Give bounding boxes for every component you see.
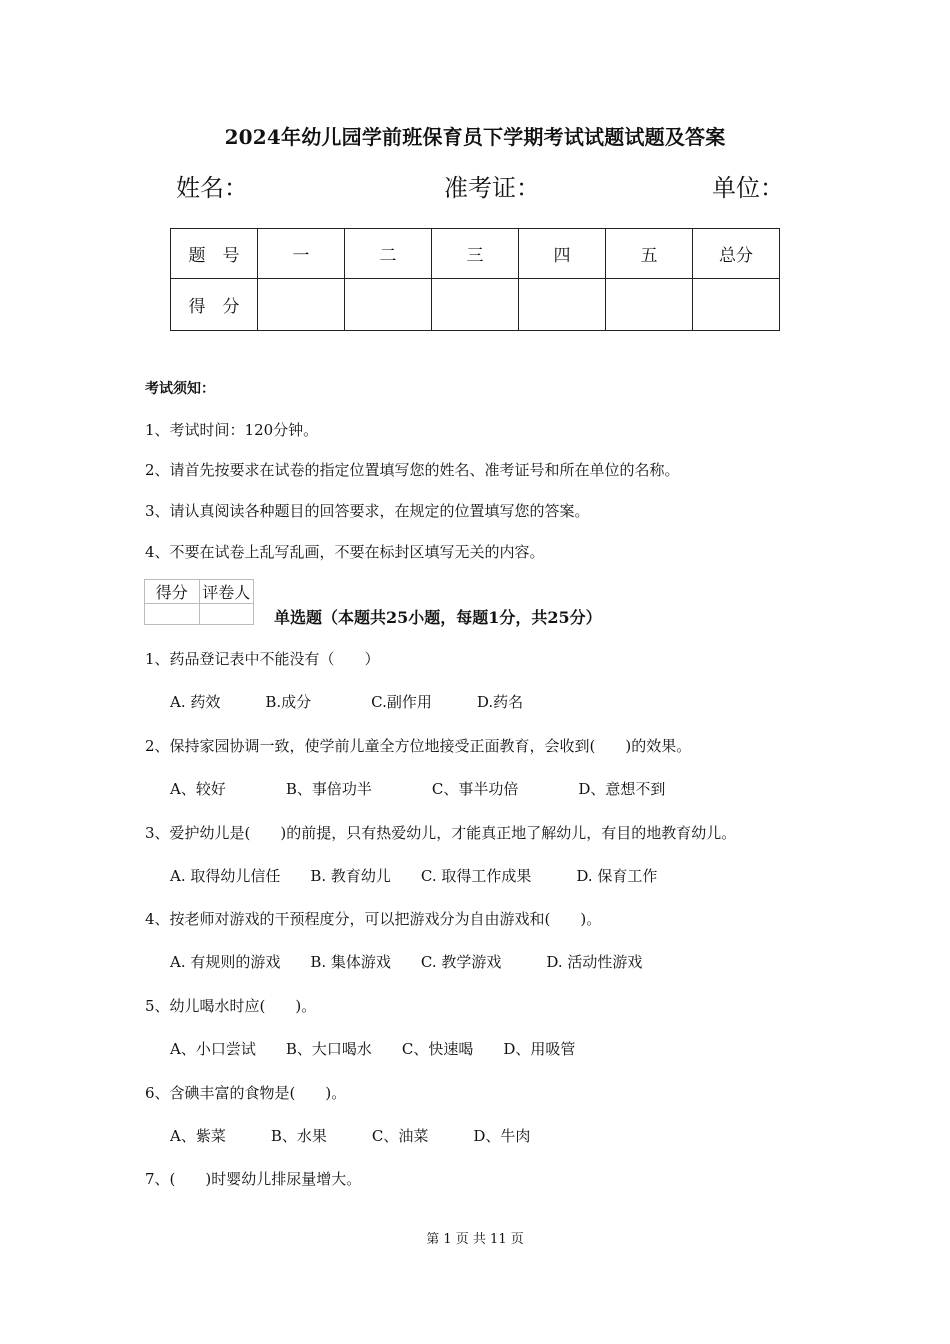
question-options: A、紫菜 B、水果 C、油菜 D、牛肉	[170, 1127, 531, 1145]
score-table-header-row	[171, 229, 780, 279]
page-footer: 第 1 页 共 11 页	[426, 1232, 524, 1247]
question-text: 2、保持家园协调一致，使学前儿童全方位地接受正面教育，会收到( )的效果。	[145, 737, 692, 755]
exam-id-field-label: 准考证：	[444, 174, 540, 202]
question-options: A. 药效 B.成分 C.副作用 D.药名	[170, 693, 524, 711]
question-options: A. 取得幼儿信任 B. 教育幼儿 C. 取得工作成果 D. 保育工作	[170, 867, 658, 885]
score-table	[170, 228, 780, 331]
section-title: 单选题（本题共25小题，每题1分，共25分）	[274, 608, 602, 627]
question-text: 1、药品登记表中不能没有（ ）	[145, 650, 380, 668]
question-options: A. 有规则的游戏 B. 集体游戏 C. 教学游戏 D. 活动性游戏	[170, 953, 643, 971]
score-table-header-cell: 四	[519, 229, 606, 279]
score-cell[interactable]	[432, 279, 519, 331]
grader-box-grader-cell[interactable]	[199, 604, 254, 625]
score-table-header-cell: 五	[606, 229, 693, 279]
grader-box-grader-label: 评卷人	[199, 580, 254, 604]
score-table-score-row	[171, 279, 780, 331]
unit-field-label: 单位：	[712, 174, 784, 202]
score-table-header-cell: 一	[258, 229, 345, 279]
score-table-header-cell: 三	[432, 229, 519, 279]
score-cell[interactable]	[345, 279, 432, 331]
score-cell[interactable]	[519, 279, 606, 331]
grader-box	[144, 579, 254, 625]
question-options: A、较好 B、事倍功半 C、事半功倍 D、意想不到	[170, 780, 666, 798]
notice-item: 1、考试时间：120分钟。	[145, 421, 319, 439]
notice-heading: 考试须知：	[145, 381, 215, 397]
score-table-header-cell: 二	[345, 229, 432, 279]
grader-box-score-label: 得分	[145, 580, 200, 604]
question-options: A、小口尝试 B、大口喝水 C、快速喝 D、用吸管	[170, 1040, 576, 1058]
score-cell[interactable]	[693, 279, 780, 331]
name-field-label: 姓名：	[176, 174, 248, 202]
page-title: 2024年幼儿园学前班保育员下学期考试试题试题及答案	[224, 125, 726, 149]
question-text: 7、( )时婴幼儿排尿量增大。	[145, 1170, 362, 1188]
score-table-row-label: 得 分	[171, 279, 258, 331]
question-text: 5、幼儿喝水时应( )。	[145, 997, 317, 1015]
notice-item: 2、请首先按要求在试卷的指定位置填写您的姓名、准考证号和所在单位的名称。	[145, 461, 680, 479]
score-table-header-cell: 总分	[693, 229, 780, 279]
question-text: 6、含碘丰富的食物是( )。	[145, 1084, 347, 1102]
notice-item: 4、不要在试卷上乱写乱画，不要在标封区填写无关的内容。	[145, 543, 545, 561]
question-text: 4、按老师对游戏的干预程度分，可以把游戏分为自由游戏和( )。	[145, 910, 602, 928]
score-cell[interactable]	[258, 279, 345, 331]
grader-box-score-cell[interactable]	[145, 604, 200, 625]
question-text: 3、爱护幼儿是( )的前提，只有热爱幼儿，才能真正地了解幼儿，有目的地教育幼儿。	[145, 824, 737, 842]
score-table-header-cell: 题 号	[171, 229, 258, 279]
notice-item: 3、请认真阅读各种题目的回答要求，在规定的位置填写您的答案。	[145, 502, 590, 520]
score-cell[interactable]	[606, 279, 693, 331]
